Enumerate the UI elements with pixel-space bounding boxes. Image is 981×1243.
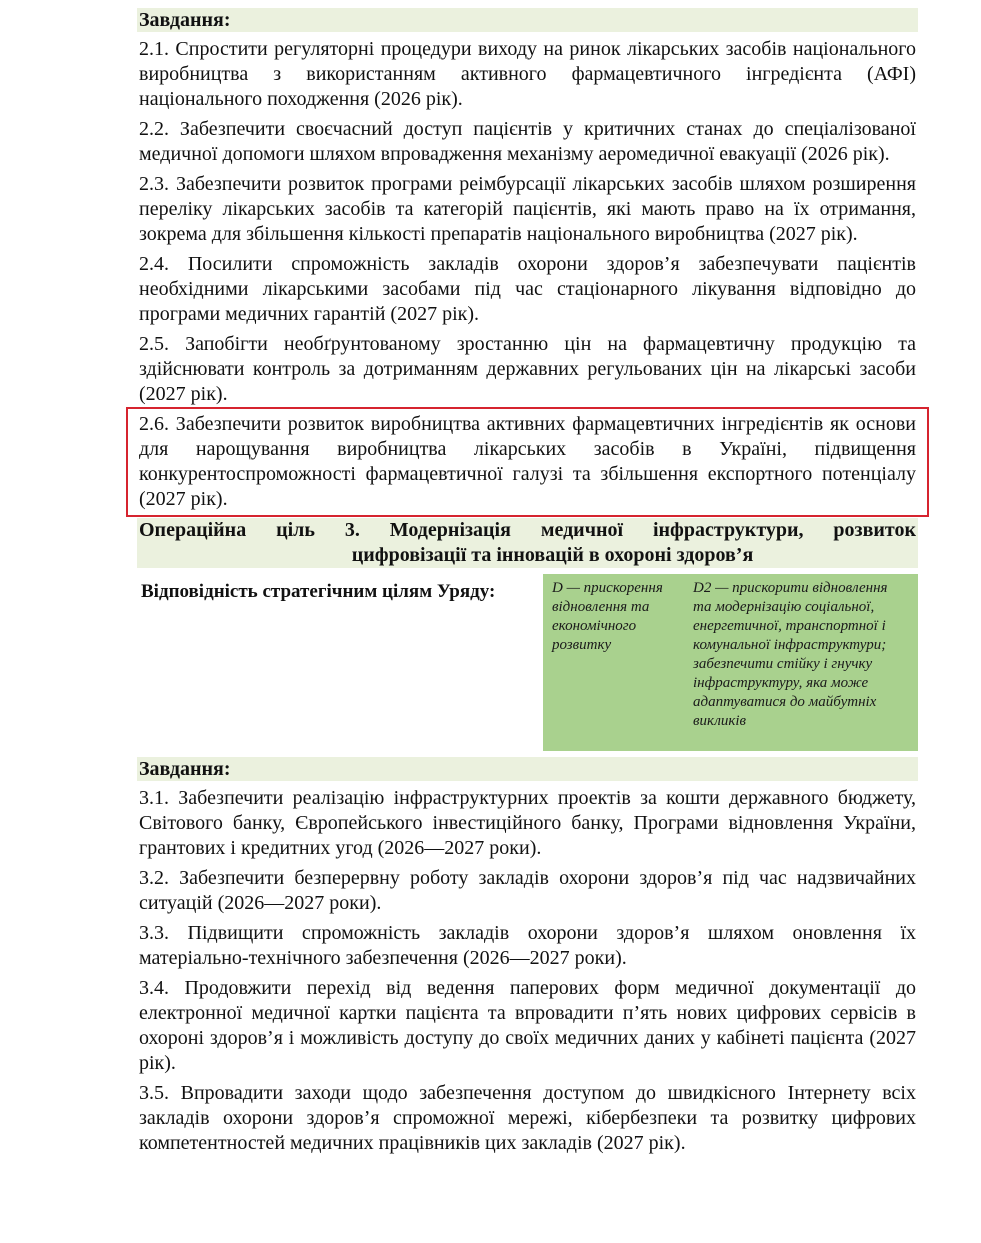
tasks-header-1: Завдання: (137, 8, 918, 32)
tasks-header-2: Завдання: (137, 757, 918, 781)
alignment-goal-d2: D2 — прискорити відновлення та модернізацію соціальної, енергетичної, транспортної і комунальної інфраструктури; забезпечити стійку і гнучку інфраструктуру, яка може адаптуватися до майбутніх викликів (693, 580, 888, 729)
task-3-3: 3.3. Підвищити спроможність закладів охорони здоров’я шляхом оновлення їх матеріально-технічного забезпечення (2026—2027 роки). (139, 922, 916, 969)
task-3-1: 3.1. Забезпечити реалізацію інфраструктурних проектів за кошти державного бюджету, Світового банку, Європейського інвестиційного банку, Програми відновлення України, грантових і кредитних угод (2026—2027 роки). (139, 787, 916, 859)
alignment-goal-d: D — прискорення відновлення та економічного розвитку (552, 580, 663, 653)
task-2-1: 2.1. Спростити регуляторні процедури виходу на ринок лікарських засобів національного виробництва з використанням активного фармацевтичного інгредієнта (АФІ) національного походження (2026 рік). (139, 38, 916, 110)
operational-goal-line2: цифровізації та інновацій в охороні здоров’я (351, 544, 754, 566)
document-content (137, 8, 918, 1161)
alignment-box (543, 574, 918, 751)
task-3-2: 3.2. Забезпечити безперервну роботу закладів охорони здоров’я під час надзвичайних ситуацій (2026—2027 роки). (139, 867, 916, 914)
task-3-4: 3.4. Продовжити перехід від ведення паперових форм медичної документації до електронної медичної картки пацієнта та впровадити п’ять нових цифрових сервісів в охороні здоров’я і можливість доступу до своїх медичних даних у кабінеті пацієнта (2027 рік). (139, 977, 916, 1074)
task-2-5: 2.5. Запобігти необґрунтованому зростанню цін на фармацевтичну продукцію та здійснювати контроль за дотриманням державних регульованих цін на лікарські засоби (2027 рік). (139, 333, 916, 405)
task-2-2: 2.2. Забезпечити своєчасний доступ пацієнтів у критичних станах до спеціалізованої медичної допомоги шляхом впровадження механізму аеромедичної евакуації (2026 рік). (139, 118, 916, 165)
task-3-5: 3.5. Впровадити заходи щодо забезпечення доступом до швидкісного Інтернету всіх закладів охорони здоров’я спроможної мережі, кібербезпеки та розвитку цифрових компетентностей медичних працівників цих закладів (2027 рік). (139, 1082, 916, 1154)
operational-goal-line1: Операційна ціль 3. Модернізація медичної інфраструктури, розвиток (139, 519, 916, 541)
operational-goal-3 (137, 518, 918, 568)
government-goals-alignment (137, 574, 918, 751)
task-2-6-highlighted: 2.6. Забезпечити розвиток виробництва активних фармацевтичних інгредієнтів як основи для нарощування виробництва лікарських засобів в Україні, підвищення конкурентоспроможності фармацевтичної галузі та збільшення експортного потенціалу (2027 рік). (131, 412, 924, 512)
task-2-4: 2.4. Посилити спроможність закладів охорони здоров’я забезпечувати пацієнтів необхідними лікарськими засобами під час стаціонарного лікування відповідно до програми медичних гарантій (2027 рік). (139, 253, 916, 325)
task-2-3: 2.3. Забезпечити розвиток програми реімбурсації лікарських засобів шляхом розширення переліку лікарських засобів та категорій пацієнтів, які мають право на їх отримання, зокрема для збільшення кількості препаратів національного виробництва (2027 рік). (139, 173, 916, 245)
alignment-label: Відповідність стратегічним цілям Уряду: (141, 581, 496, 602)
